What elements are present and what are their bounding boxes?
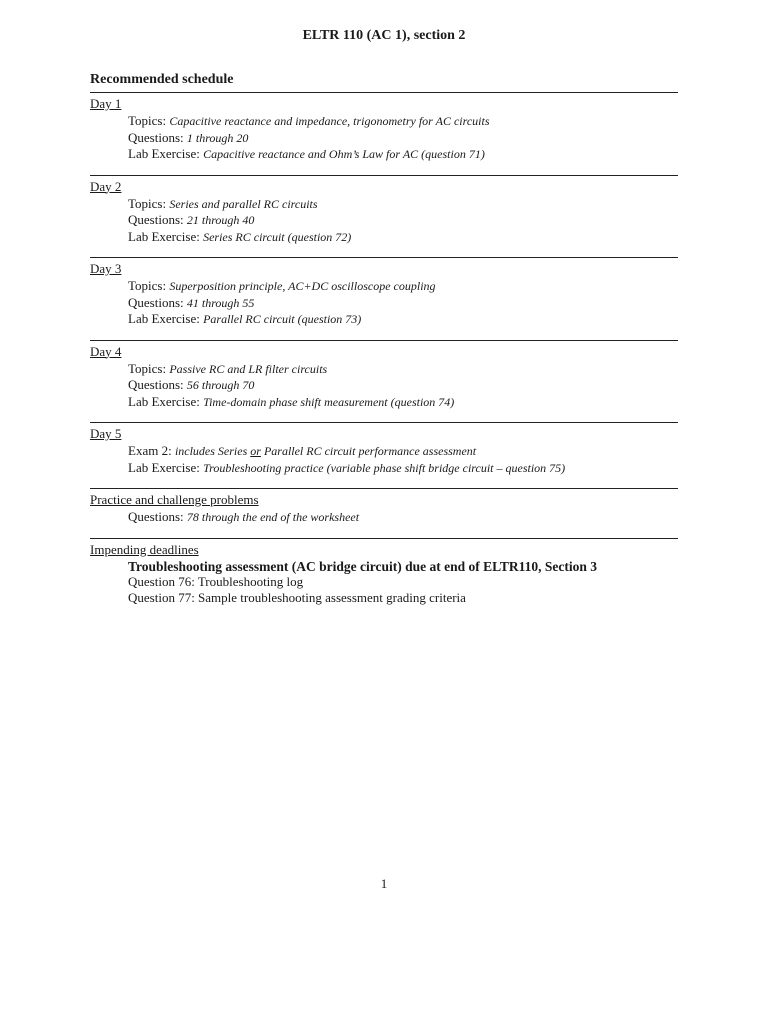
day-4-lab xyxy=(128,394,678,411)
day-5-exam xyxy=(128,443,678,460)
questions-value: 78 through the end of the worksheet xyxy=(186,510,360,524)
day-1-section xyxy=(90,92,678,163)
questions-label: Questions: xyxy=(128,129,187,145)
day-3-lab xyxy=(128,311,678,328)
lab-label: Lab Exercise: xyxy=(128,393,204,409)
day-1-questions xyxy=(128,130,678,147)
schedule-heading: Recommended schedule xyxy=(90,72,234,87)
day-4-section xyxy=(90,340,678,411)
day-4-questions xyxy=(128,377,678,394)
questions-value: 21 through 40 xyxy=(186,213,255,227)
lab-value: Troubleshooting practice (variable phase shift bridge circuit – question 75) xyxy=(203,460,566,475)
questions-value: 1 through 20 xyxy=(186,130,249,145)
questions-value: 56 through 70 xyxy=(186,378,255,392)
deadlines-section xyxy=(90,538,678,606)
questions-label: Questions: xyxy=(128,377,187,392)
page-title: ELTR 110 (AC 1), section 2 xyxy=(302,28,466,43)
questions-label: Questions: xyxy=(128,294,187,310)
lab-label: Lab Exercise: xyxy=(128,311,204,326)
deadline-item-1: Question 76: Troubleshooting log xyxy=(128,574,304,589)
topics-value: Passive RC and LR filter circuits xyxy=(169,361,328,376)
lab-value: Time-domain phase shift measurement (question 74) xyxy=(203,394,455,409)
exam-value-part2: Parallel RC circuit performance assessment xyxy=(260,444,477,458)
lab-label: Lab Exercise: xyxy=(128,146,204,161)
day-1-topics xyxy=(128,113,678,130)
practice-heading: Practice and challenge problems xyxy=(90,492,259,507)
topics-value: Capacitive reactance and impedance, trigonometry for AC circuits xyxy=(169,114,490,128)
schedule-sections xyxy=(90,92,678,617)
day-2-heading: Day 2 xyxy=(90,178,122,194)
questions-label: Questions: xyxy=(128,509,187,524)
topics-label: Topics: xyxy=(128,360,170,376)
day-2-topics xyxy=(128,196,678,213)
topics-label: Topics: xyxy=(128,278,170,293)
questions-value: 41 through 55 xyxy=(186,295,255,310)
exam-label: Exam 2: xyxy=(128,443,175,458)
day-2-lab xyxy=(128,229,678,246)
day-2-questions xyxy=(128,212,678,229)
day-4-topics xyxy=(128,361,678,378)
day-1-heading: Day 1 xyxy=(90,96,122,111)
practice-questions xyxy=(128,509,678,526)
topics-label: Topics: xyxy=(128,113,170,128)
page-number: 1 xyxy=(380,876,388,891)
deadline-item-2: Question 77: Sample troubleshooting assessment grading criteria xyxy=(128,589,466,605)
lab-label: Lab Exercise: xyxy=(128,459,204,475)
topics-value: Superposition principle, AC+DC oscilloscope coupling xyxy=(169,279,436,293)
day-2-section xyxy=(90,175,678,246)
exam-value-or: or xyxy=(250,444,261,458)
day-5-heading: Day 5 xyxy=(90,426,122,441)
day-5-section xyxy=(90,422,678,476)
topics-value: Series and parallel RC circuits xyxy=(169,196,318,211)
lab-value: Capacitive reactance and Ohm’s Law for AC (question 71) xyxy=(203,147,485,161)
deadline-main: Troubleshooting assessment (AC bridge circuit) due at end of ELTR110, Section 3 xyxy=(128,558,598,574)
day-4-heading: Day 4 xyxy=(90,343,122,359)
lab-value: Parallel RC circuit (question 73) xyxy=(203,312,362,326)
day-3-questions xyxy=(128,295,678,312)
lab-value: Series RC circuit (question 72) xyxy=(203,229,352,244)
day-3-section xyxy=(90,257,678,328)
day-1-lab xyxy=(128,146,678,163)
lab-label: Lab Exercise: xyxy=(128,228,204,244)
exam-value-part1: includes Series xyxy=(174,444,251,458)
topics-label: Topics: xyxy=(128,195,170,211)
questions-label: Questions: xyxy=(128,212,187,227)
day-5-lab xyxy=(128,460,678,477)
day-3-heading: Day 3 xyxy=(90,261,122,276)
deadlines-heading: Impending deadlines xyxy=(90,541,199,557)
practice-section xyxy=(90,488,678,526)
day-3-topics xyxy=(128,278,678,295)
